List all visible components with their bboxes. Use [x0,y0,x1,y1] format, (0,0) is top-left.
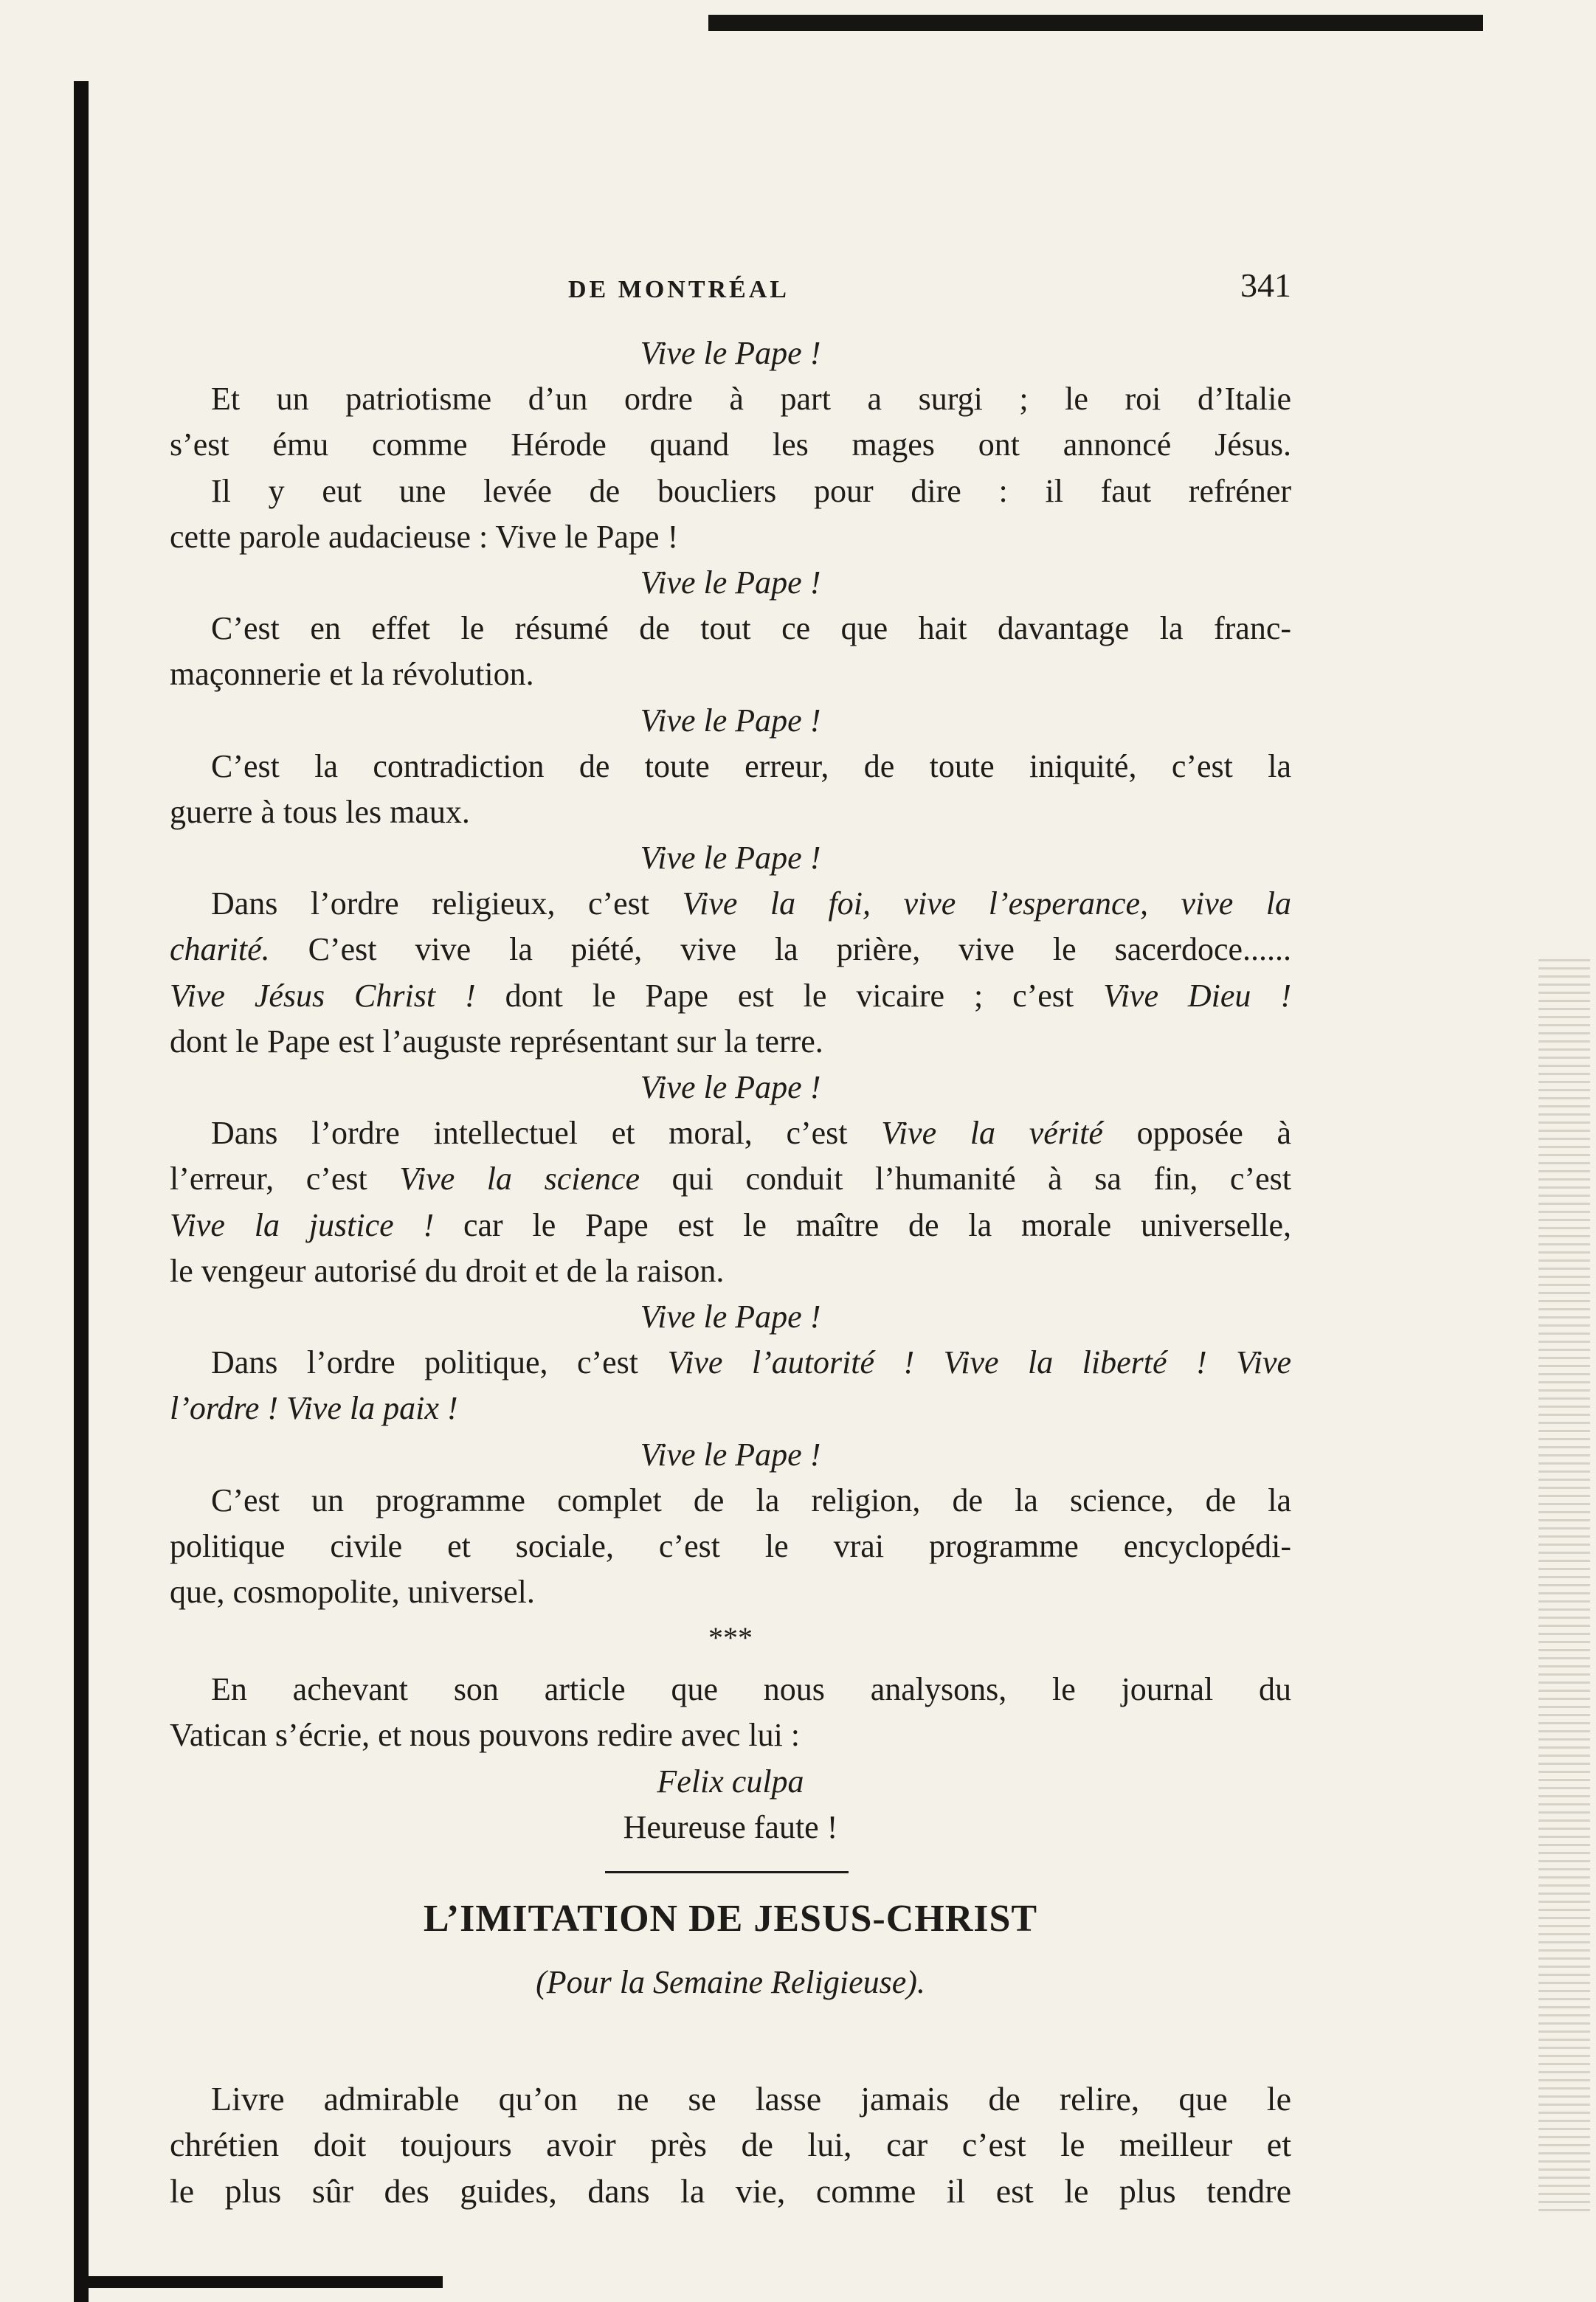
text-line: guerre à tous les maux. [170,793,470,830]
text-line: s’est ému comme Hérode quand les mages ont annoncé Jésus. [170,426,1291,463]
text-line: C’est la contradiction de toute erreur, de toute iniquité, c’est la [211,747,1291,784]
text-line: dont le Pape est l’auguste représentant sur la terre. [170,1023,823,1060]
refrain-line: Vive le Pape ! [640,335,821,371]
text-line [170,1110,1291,1156]
text-line: le plus sûr des guides, dans la vie, comme il est le plus tendre [170,2171,1291,2210]
text-line [170,881,1291,927]
italic-run: Vive Jésus Christ ! [170,977,476,1014]
refrain-line: Vive le Pape ! [640,702,821,739]
text-line [170,1340,1291,1386]
text-run: car le Pape est le maître de la morale universelle, [434,1206,1291,1243]
text-run: C’est vive la piété, vive la prière, vive le sacerdoce...... [269,931,1291,968]
text-line: politique civile et sociale, c’est le vrai programme encyclopédi- [170,1527,1291,1564]
refrain-line: Vive le Pape ! [640,1069,821,1105]
text-line: l’ordre ! Vive la paix ! [170,1390,458,1427]
italic-run: charité. [170,931,270,968]
text-line [170,1156,1291,1202]
text-run: l’erreur, c’est [170,1161,400,1197]
text-line: Et un patriotisme d’un ordre à part a surgi ; le roi d’Italie [211,381,1291,418]
text-line [170,1203,1291,1248]
text-line: Livre admirable qu’on ne se lasse jamais de relire, que le [211,2080,1291,2118]
section-title-block [170,1896,1291,1960]
top-rule [708,15,1483,31]
asterism: *** [708,1621,753,1655]
section-title: L’IMITATION DE JESUS-CHRIST [423,1898,1038,1940]
text-run: Dans l’ordre religieux, c’est [211,885,683,922]
text-run: dont le Pape est le vicaire ; c’est [475,977,1104,1014]
page-edge-texture [1538,959,1590,2213]
section-subtitle: (Pour la Semaine Religieuse). [536,1964,925,2000]
refrain-line: Vive le Pape ! [640,840,821,877]
binding-shadow [74,81,89,2302]
italic-run: Vive Dieu ! [1103,977,1291,1014]
separator-rule [605,1871,849,1873]
text-run: Dans l’ordre politique, c’est [211,1344,668,1381]
text-line: Il y eut une levée de boucliers pour dire : il faut refréner [211,472,1291,509]
text-line: C’est un programme complet de la religion, de la science, de la [211,1482,1291,1518]
italic-run: Vive la vérité [881,1115,1103,1152]
italic-run: Vive la foi, vive l’esperance, vive la [682,885,1291,922]
text-run: qui conduit l’humanité à sa fin, c’est [640,1161,1291,1197]
page-header [170,266,1291,317]
text-run: opposée à [1102,1115,1291,1152]
text-line: cette parole audacieuse : Vive le Pape ! [170,518,679,555]
text-run: Dans l’ordre intellectuel et moral, c’est [211,1115,882,1152]
text-line: Vatican s’écrie, et nous pouvons redire avec lui : [170,1717,801,1754]
italic-run: Vive la justice ! [170,1206,435,1243]
text-line [170,973,1291,1019]
text-line: En achevant son article que nous analysons, le journal du [211,1671,1291,1708]
refrain-line: Vive le Pape ! [640,564,821,601]
spacer [170,2005,1291,2076]
text-line: C’est en effet le résumé de tout ce que hait davantage la franc- [211,610,1291,647]
section-separator [170,1850,1291,1896]
italic-run: Vive l’autorité ! Vive la liberté ! Vive [667,1344,1291,1381]
text-line: chrétien doit toujours avoir près de lui, car c’est le meilleur et [170,2126,1291,2164]
text-line [170,927,1291,972]
italic-run: Vive la science [399,1161,640,1197]
latin-phrase: Felix culpa [657,1763,804,1800]
bottom-rule [74,2276,443,2288]
text-line: que, cosmopolite, universel. [170,1574,535,1611]
refrain-line: Vive le Pape ! [640,1436,821,1473]
text-line: maçonnerie et la révolution. [170,656,534,693]
running-head: DE MONTRÉAL [568,276,790,303]
page-number: 341 [1240,266,1291,304]
page-body [170,331,1291,2214]
translation-phrase: Heureuse faute ! [623,1808,838,1845]
refrain-line: Vive le Pape ! [640,1298,821,1335]
text-line: le vengeur autorisé du droit et de la raison. [170,1252,725,1289]
